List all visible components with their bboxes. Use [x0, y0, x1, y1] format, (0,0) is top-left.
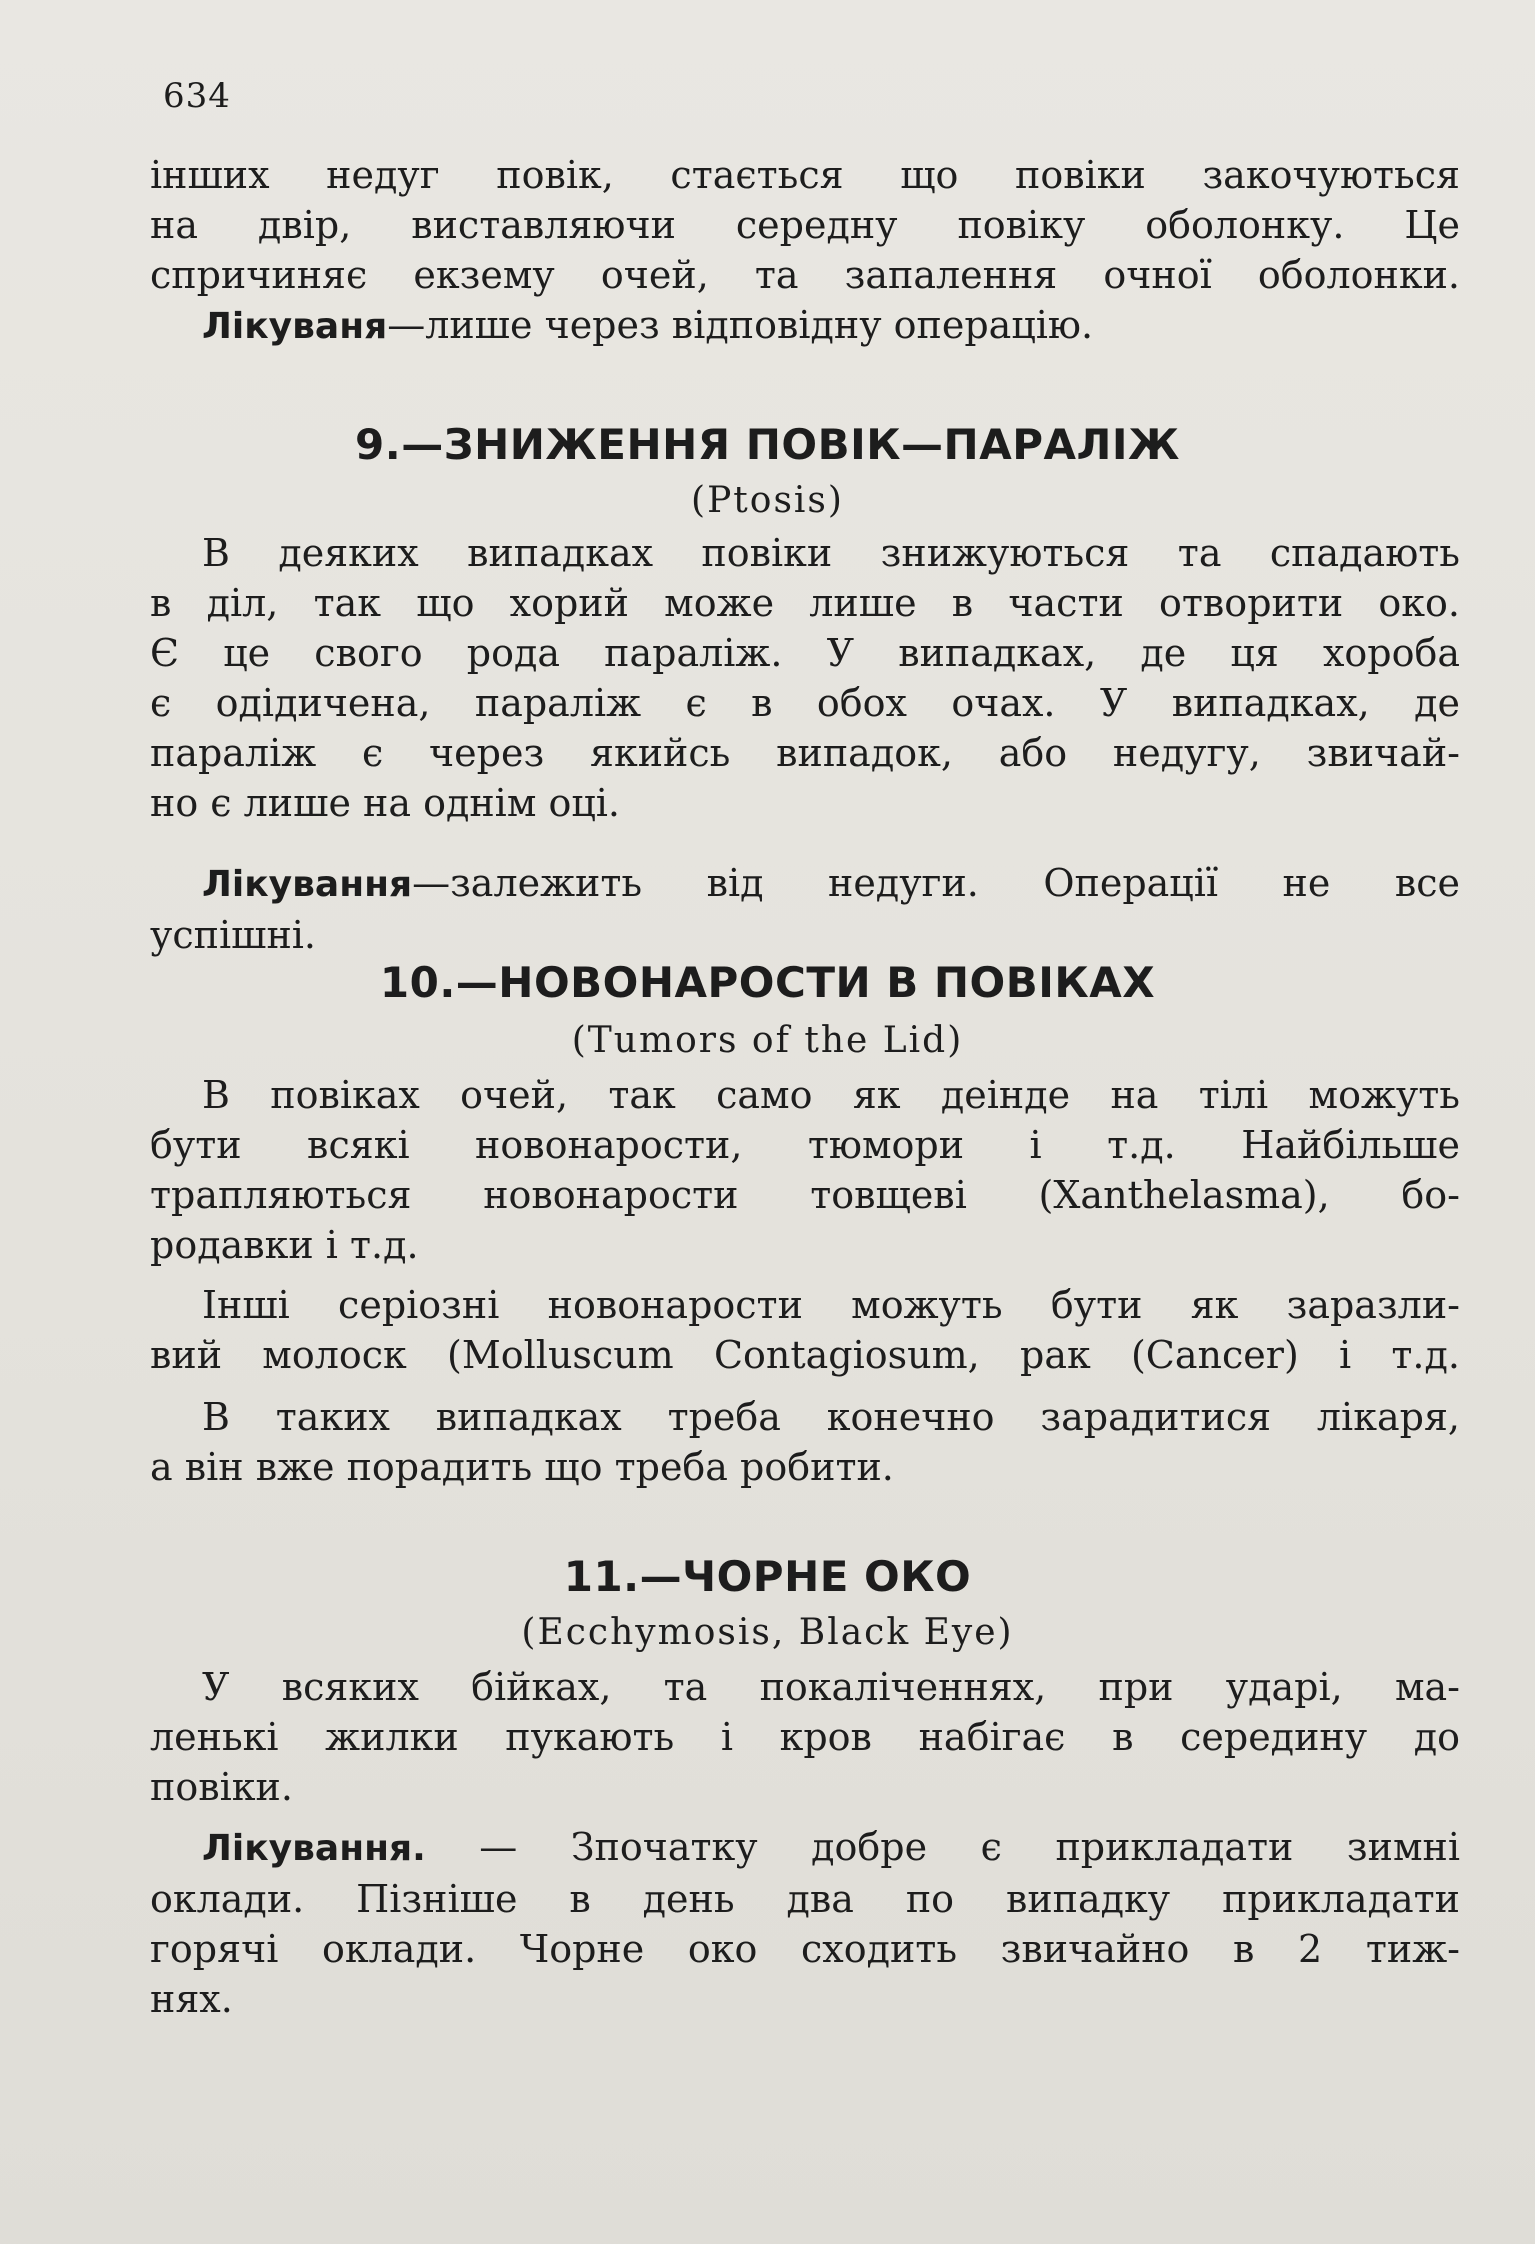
treatment-line [150, 1822, 1460, 1874]
text-line: на двір, виставляючи середну повіку оболонку. Це [150, 203, 1460, 247]
treatment-line [150, 300, 1460, 352]
treatment-text: —залежить від недуги. Операції не все [412, 861, 1460, 905]
treatment-text: —лише через відповідну операцію. [387, 303, 1094, 347]
section10-paragraph-1 [150, 1070, 1460, 1270]
text-line: В деяких випадках повіки знижуються та спадають [202, 531, 1460, 575]
text-line: В таких випадках треба конечно зарадитися лікаря, [202, 1395, 1460, 1439]
text-line: трапляються новонарости товщеві (Xanthelasma), бо- [150, 1173, 1460, 1217]
text-line: но є лише на однім оці. [150, 781, 621, 825]
treatment-label: Лікування. [202, 1828, 426, 1869]
text-line: бути всякі новонарости, тюмори і т.д. Найбільше [150, 1123, 1460, 1167]
section-heading-11: 11.—ЧОРНЕ ОКО [563, 1552, 972, 1601]
text-line: ленькі жилки пукають і кров набігає в середину до [150, 1715, 1460, 1759]
section-subheading-10: (Tumors of the Lid) [571, 1020, 964, 1061]
treatment-label: Лікування [202, 864, 413, 905]
text-line: вий молоск (Molluscum Contagiosum, рак (Cancer) і т.д. [150, 1333, 1460, 1377]
text-line: горячі оклади. Чорне око сходить звичайно в 2 тиж- [150, 1927, 1460, 1971]
section11-paragraph-1 [150, 1662, 1460, 1812]
section10-paragraph-3 [150, 1392, 1460, 1492]
section9-treatment [150, 858, 1460, 960]
text-line: інших недуг повік, стається що повіки закочуються [150, 153, 1460, 197]
text-line: У всяких бійках, та покаліченнях, при ударі, ма- [202, 1665, 1460, 1709]
treatment-label: Лікуваня [202, 306, 388, 347]
text-line: в діл, так що хорий може лише в части отворити око. [150, 581, 1460, 625]
section-subheading-9: (Ptosis) [691, 480, 844, 521]
section-subheading-11: (Ecchymosis, Black Eye) [521, 1612, 1014, 1653]
section9-paragraph [150, 528, 1460, 828]
text-line: нях. [150, 1977, 233, 2021]
text-line: Є це свого рода параліж. У випадках, де ця хороба [150, 631, 1460, 675]
section-heading-9: 9.—ЗНИЖЕННЯ ПОВІК—ПАРАЛІЖ [355, 420, 1180, 469]
text-line: В повіках очей, так само як деінде на тілі можуть [202, 1073, 1460, 1117]
text-line: Інші серіозні новонарости можуть бути як заразли- [202, 1283, 1460, 1327]
text-line: параліж є через якийсь випадок, або недугу, звичай- [150, 731, 1460, 775]
text-line: спричиняє екзему очей, та запалення очної оболонки. [150, 253, 1460, 297]
section-heading-10: 10.—НОВОНАРОСТИ В ПОВІКАХ [379, 958, 1156, 1007]
section11-treatment [150, 1822, 1460, 2024]
section10-paragraph-2 [150, 1280, 1460, 1380]
text-line: успішні. [150, 913, 317, 957]
treatment-line [150, 858, 1460, 910]
text-line: є одідичена, параліж є в обох очах. У випадках, де [150, 681, 1460, 725]
text-line: родавки і т.д. [150, 1223, 419, 1267]
page-number: 634 [163, 76, 231, 116]
text-line: а він вже порадить що треба робити. [150, 1445, 894, 1489]
treatment-text: — Зпочатку добре є прикладати зимні [425, 1825, 1460, 1869]
text-line: повіки. [150, 1765, 293, 1809]
intro-paragraph [150, 150, 1460, 352]
text-line: оклади. Пізніше в день два по випадку прикладати [150, 1877, 1460, 1921]
